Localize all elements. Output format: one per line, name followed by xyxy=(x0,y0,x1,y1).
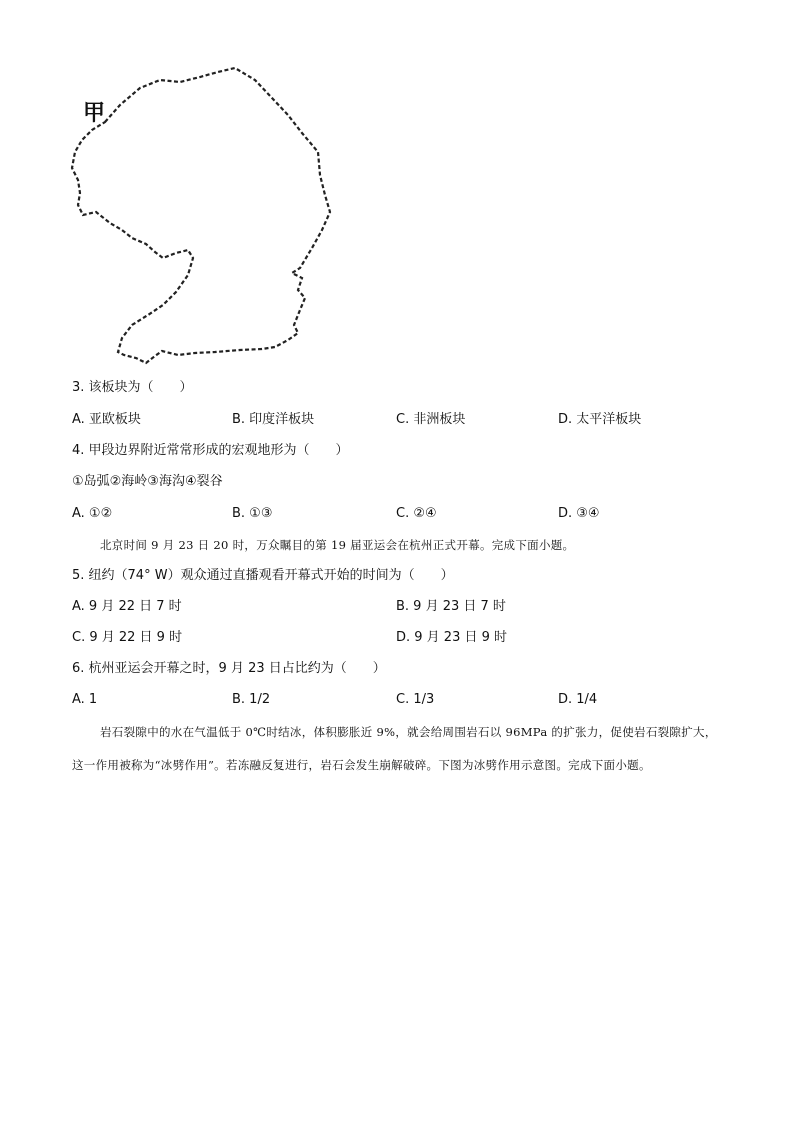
q5-option-c[interactable]: C. 9 月 22 日 9 时 xyxy=(72,630,183,645)
q3-stem: 3. 该板块为（ ） xyxy=(72,380,193,395)
q4-option-a[interactable]: A. ①② xyxy=(72,506,113,521)
q4-option-c[interactable]: C. ②④ xyxy=(396,506,437,521)
q4-stem: 4. 甲段边界附近常常形成的宏观地形为（ ） xyxy=(72,443,349,458)
passage-asian-games: 北京时间 9 月 23 日 20 时，万众瞩目的第 19 届亚运会在杭州正式开幕。完成下面小题。 xyxy=(100,538,575,552)
q3-option-c[interactable]: C. 非洲板块 xyxy=(396,412,466,427)
q3-option-d[interactable]: D. 太平洋板块 xyxy=(558,412,642,427)
q3-option-b[interactable]: B. 印度洋板块 xyxy=(232,412,315,427)
q5-option-d[interactable]: D. 9 月 23 日 9 时 xyxy=(396,630,508,645)
q6-option-d[interactable]: D. 1/4 xyxy=(558,692,598,707)
passage-frost-wedging: 岩石裂隙中的水在气温低于 0℃时结冰，体积膨胀近 9%，就会给周围岩石以 96MPa 的扩张力，促使岩石裂隙扩大，这一作用被称为“冰劈作用”。若冻融反复进行，岩石会发生崩解破碎。下图为冰劈作用示意图。完成下面小题。 xyxy=(72,725,717,772)
q5-stem: 5. 纽约（74° W）观众通过直播观看开幕式开始的时间为（ ） xyxy=(72,568,454,583)
q3-option-a[interactable]: A. 亚欧板块 xyxy=(72,412,141,427)
q6-option-a[interactable]: A. 1 xyxy=(72,692,98,707)
q4-option-d[interactable]: D. ③④ xyxy=(558,506,600,521)
q4-option-b[interactable]: B. ①③ xyxy=(232,506,273,521)
q6-option-b[interactable]: B. 1/2 xyxy=(232,692,271,707)
plate-boundary-path xyxy=(72,68,330,363)
q5-option-b[interactable]: B. 9 月 23 日 7 时 xyxy=(396,599,506,614)
q5-option-a[interactable]: A. 9 月 22 日 7 时 xyxy=(72,599,182,614)
q6-option-c[interactable]: C. 1/3 xyxy=(396,692,435,707)
q6-stem: 6. 杭州亚运会开幕之时，9 月 23 日占比约为（ ） xyxy=(72,661,386,676)
figure-label-jia: 甲 xyxy=(83,100,106,126)
q4-choices-line: ①岛弧②海岭③海沟④裂谷 xyxy=(72,474,223,489)
